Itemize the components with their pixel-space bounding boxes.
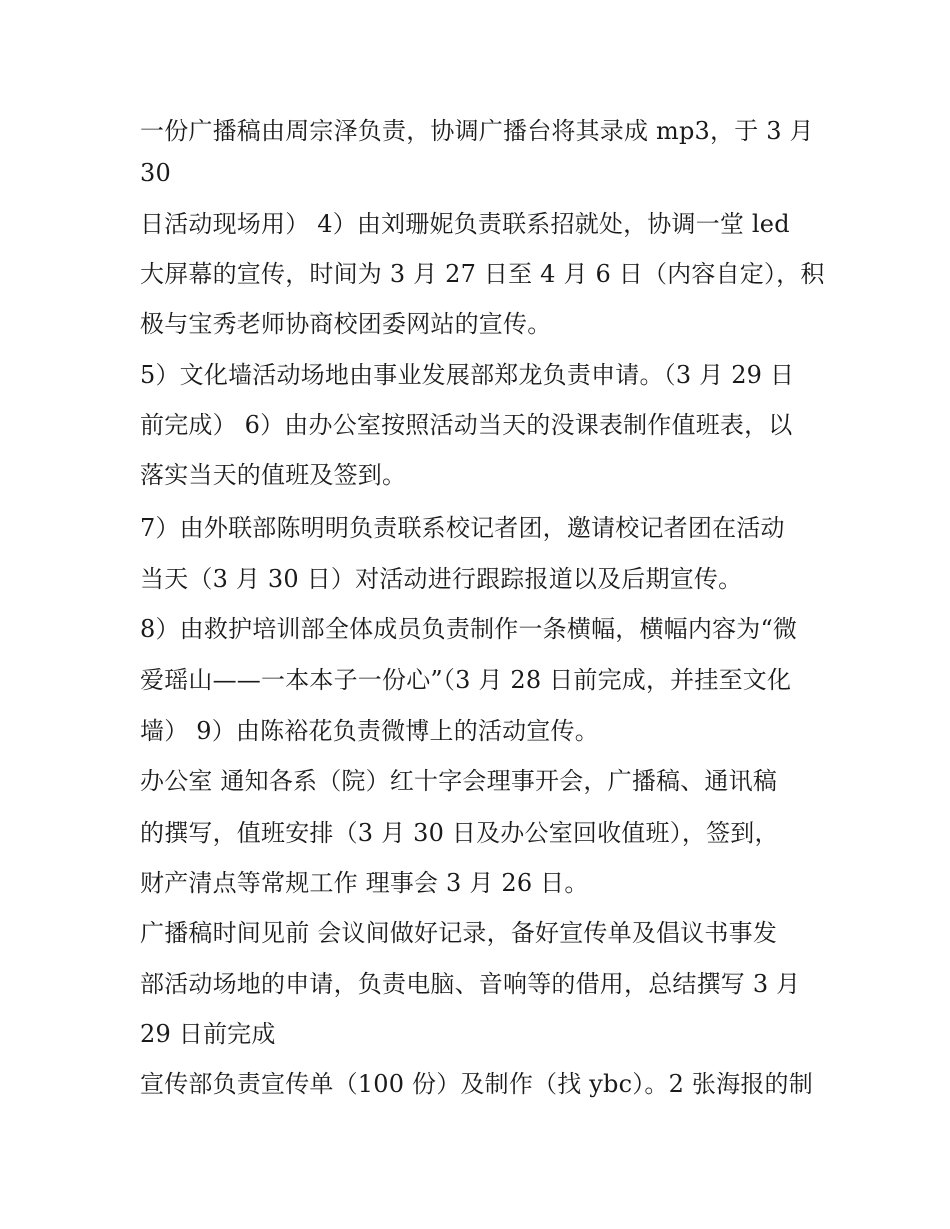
text-line: 5）文化墙活动场地由事业发展部郑龙负责申请。（3 月 29 日	[140, 361, 795, 389]
text-line: 爱瑶山——一本本子一份心”（3 月 28 日前完成，并挂至文化	[140, 666, 792, 694]
text-line: 前完成） 6）由办公室按照活动当天的没课表制作值班表，以	[140, 411, 793, 439]
text-line: 办公室 通知各系（院）红十字会理事开会，广播稿、通讯稿	[140, 767, 778, 795]
text-line: 墙） 9）由陈裕花负责微博上的活动宣传。	[140, 717, 599, 745]
text-line: 大屏幕的宣传，时间为 3 月 27 日至 4 月 6 日（内容自定），积	[140, 260, 825, 288]
text-line: 一份广播稿由周宗泽负责，协调广播台将其录成 mp3，于 3 月	[140, 117, 814, 145]
text-line: 29 日前完成	[140, 1020, 276, 1048]
text-line: 广播稿时间见前 会议间做好记录，备好宣传单及倡议书事发	[140, 919, 778, 947]
text-line: 7）由外联部陈明明负责联系校记者团，邀请校记者团在活动	[140, 514, 785, 542]
text-line: 财产清点等常规工作 理事会 3 月 26 日。	[140, 869, 589, 897]
text-line: 的撰写，值班安排（3 月 30 日及办公室回收值班），签到，	[140, 819, 779, 847]
text-line: 日活动现场用） 4）由刘珊妮负责联系招就处，协调一堂 led	[140, 210, 790, 238]
text-line: 8）由救护培训部全体成员负责制作一条横幅，横幅内容为“微	[140, 615, 798, 643]
text-line: 落实当天的值班及签到。	[140, 461, 407, 489]
text-line: 部活动场地的申请，负责电脑、音响等的借用，总结撰写 3 月	[140, 970, 801, 998]
text-line: 当天（3 月 30 日）对活动进行跟踪报道以及后期宣传。	[140, 565, 743, 593]
text-line: 30	[140, 159, 171, 187]
text-line: 极与宝秀老师协商校团委网站的宣传。	[140, 310, 552, 338]
text-line: 宣传部负责宣传单（100 份）及制作（找 ybc）。2 张海报的制	[140, 1070, 813, 1098]
